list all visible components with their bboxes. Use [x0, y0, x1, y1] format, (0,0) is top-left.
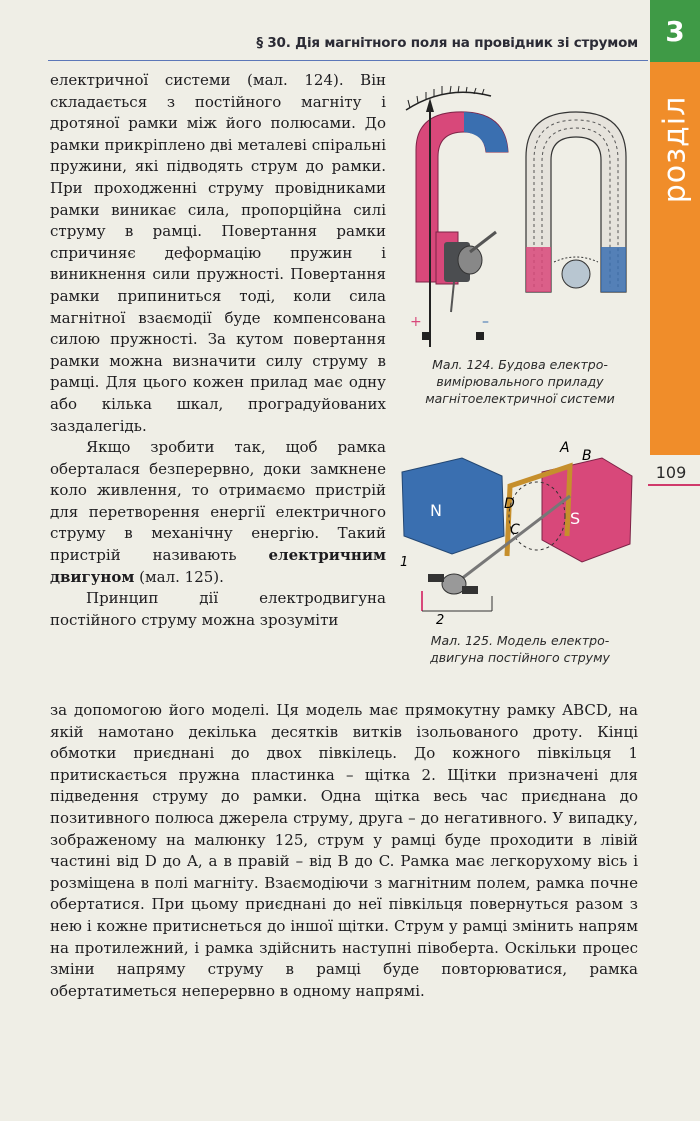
terminal-minus: – [482, 314, 489, 330]
page-number-rule [648, 484, 700, 486]
paragraph-3-start: Принцип дії електродвигуна постійного струму можна зрозуміти [50, 589, 386, 629]
label-S: S [570, 509, 581, 528]
section-tab [650, 62, 700, 455]
paragraph-2: Якщо зробити так, щоб рамка оберталася безперервно, доки замкнене коло живлення, то отримаємо пристрій для перетворення енергії електричного струму в механічну енергію. Такий пристрій називають електричним двигуном (мал. 125). [50, 438, 386, 586]
section-label: розділ [657, 95, 693, 204]
terminal-plus: + [410, 314, 422, 330]
figure-124-caption: Мал. 124. Будова електро- вимірювального приладу магнітоелектричної системи [425, 357, 615, 406]
label-N: N [430, 501, 442, 520]
label-2: 2 [436, 613, 445, 626]
figure-125-caption: Мал. 125. Модель електро- двигуна постійного струму [430, 633, 610, 665]
page-number: 109 [655, 463, 687, 482]
label-D: D [504, 496, 515, 512]
label-A: A [560, 440, 570, 456]
full-width-text [50, 700, 638, 1002]
chapter-number-tab [650, 0, 700, 62]
column-text [50, 70, 386, 631]
term-electric-motor: електричним двигуном [50, 546, 386, 586]
label-B: B [582, 448, 592, 464]
paragraph-3-continued: за допомогою його моделі. Ця модель має прямокутну рамку ABCD, на якій намотано декілька десятків витків ізольованого дроту. Кінці обмотки приєднані до двох півкілець. До кожного півкільця 1 притискається пружна пластинка – щітка 2. Щітки призначені для підведення струму до рамки. Одна щітка весь час приєднана до позитивного полюса джерела струму, друга – до негативного. У випадку, зображеному на малюнку 125, струм у рамці буде проходити в лівій частині від D до A, а в правій – від B до C. Рамка має легкорухому вісь і розміщена в полі магніту. Взаємодіючи з магнітним полем, рамка почне обертатися. При цьому приєднані до неї півкільця повернуться разом з нею і кожне притиснеться до іншої щітки. Струм у рамці змінить напрям на протилежний, і рамка здійснить наступні півоберта. Оскільки процес зміни напряму струму в рамці буде повторюватися, рамка обертатиметься неперервно в одному напрямі. [50, 701, 638, 1000]
label-1: 1 [400, 555, 409, 570]
figure-125 [392, 436, 642, 626]
running-head: § 30. Дія магнітного поля на провідник зі струмом [256, 35, 638, 51]
chapter-number: 3 [665, 14, 685, 48]
figure-124 [396, 82, 646, 347]
label-C: C [510, 522, 520, 538]
paragraph-1: електричної системи (мал. 124). Він складається з постійного магніту і дротяної рамки між його полюсами. До рамки прикріплено дві металеві спіральні пружини, які підводять струм до рамки. При проходженні струму провідниками рамки виникає сила, пропорційна силі струму в рамці. Повертання рамки спричиняє деформацію пружин і виникнення сили пружності. Повертання рамки припиниться тоді, коли сила магнітної взаємодії буде компенсована силою пружності. За кутом повертання рамки можна визначити силу струму в рамці. Для цього кожен прилад має одну або кілька шкал, проградуйованих заздалегідь. [50, 71, 386, 435]
